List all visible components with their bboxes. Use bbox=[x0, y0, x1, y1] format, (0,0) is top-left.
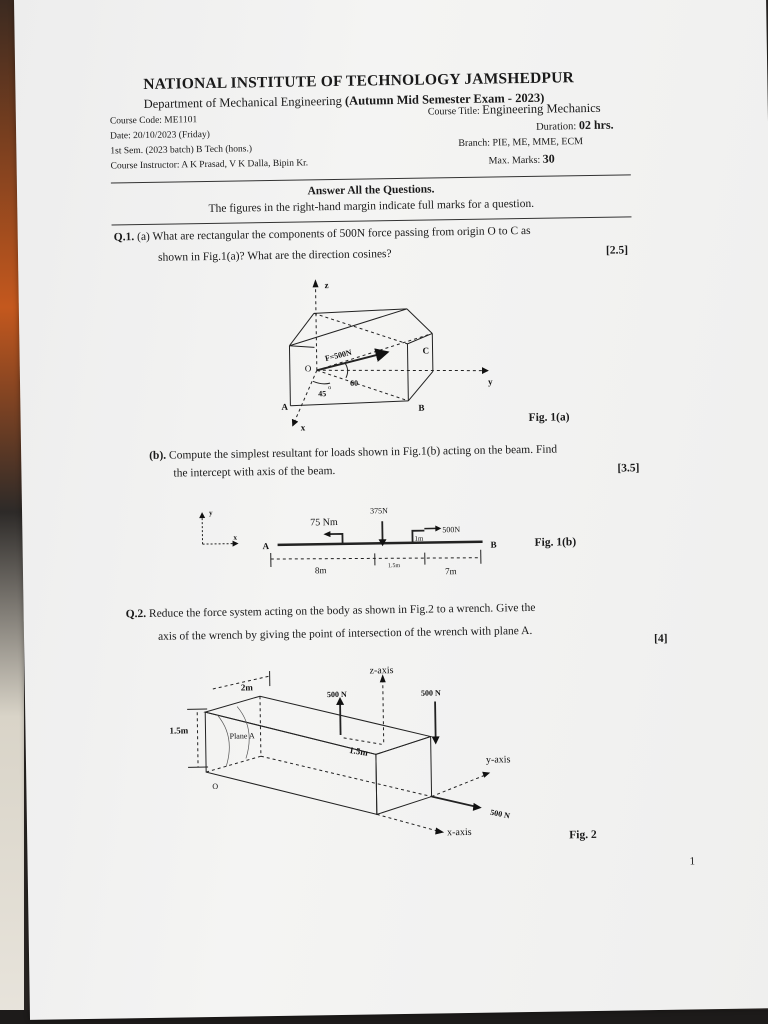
fig1b-d3: 7m bbox=[444, 566, 457, 577]
fig2-z-axis: z-axis bbox=[369, 665, 394, 677]
fig1b-load2: 500N bbox=[442, 525, 461, 535]
q1b-text-line2: the intercept with axis of the beam. bbox=[173, 465, 336, 480]
duration-row bbox=[536, 118, 614, 134]
instructions-title: Answer All the Questions. bbox=[307, 183, 435, 198]
block-right-face bbox=[376, 737, 432, 815]
box-edge bbox=[407, 344, 408, 401]
duration-label: Duration: bbox=[535, 121, 577, 133]
fig-2-caption: Fig. 2 bbox=[569, 828, 597, 842]
label-A: A bbox=[281, 401, 289, 412]
angle-45-arc bbox=[313, 381, 330, 384]
box-edge bbox=[290, 401, 408, 406]
angle-60-arc bbox=[345, 363, 348, 378]
label-force: F=500N bbox=[324, 347, 353, 364]
hidden-edge bbox=[206, 756, 261, 772]
figure-1a bbox=[268, 272, 520, 436]
fig2-force-3: 500 N bbox=[489, 807, 511, 821]
q2-text-line2: axis of the wrench by giving the point of intersection of the wrench with plane A. bbox=[157, 624, 533, 643]
fig1b-moment: 75 Nm bbox=[310, 516, 338, 529]
fig2-origin: O bbox=[212, 781, 219, 791]
exam-name: (Autumn Mid Semester Exam - 2023) bbox=[344, 90, 545, 108]
semester: 1st Sem. (2023 batch) B Tech (hons.) bbox=[110, 144, 253, 157]
fig1b-label-A: A bbox=[262, 541, 270, 552]
label-O: O bbox=[304, 363, 312, 374]
exam-paper bbox=[14, 0, 768, 1020]
max-marks-value: 30 bbox=[542, 151, 555, 166]
y-axis-line bbox=[431, 775, 486, 797]
max-marks-row bbox=[488, 152, 554, 168]
max-marks-label: Max. Marks: bbox=[488, 154, 541, 167]
fig2-force-2: 500 N bbox=[420, 688, 441, 698]
force-3-arrow bbox=[432, 796, 477, 808]
force-1-arrow bbox=[340, 703, 341, 735]
figure-2 bbox=[145, 662, 528, 848]
branch: Branch: PIE, ME, MME, ECM bbox=[458, 136, 584, 150]
q1b-marks: [3.5] bbox=[617, 462, 640, 475]
z-axis-line bbox=[316, 285, 317, 370]
course-instructor: Course Instructor: A K Prasad, V K Dalla, Bipin Kr. bbox=[110, 158, 309, 172]
fig2-y-axis: y-axis bbox=[485, 754, 511, 766]
course-title: Engineering Mechanics bbox=[482, 100, 601, 117]
q2-line1 bbox=[126, 602, 536, 620]
dim-1-5m bbox=[197, 712, 198, 767]
force-3-head bbox=[473, 803, 482, 811]
axis-x-arrow bbox=[203, 544, 235, 545]
fig2-offset: 1.5m bbox=[348, 744, 369, 758]
x-axis-line bbox=[377, 813, 439, 832]
moment-arrow-head bbox=[323, 531, 330, 537]
fig2-width: 2m bbox=[240, 682, 253, 693]
q1-line1 bbox=[114, 225, 531, 244]
fig2-plane-a: Plane A bbox=[229, 731, 255, 741]
label-60: 60 bbox=[349, 378, 359, 388]
duration-value: 02 hrs. bbox=[578, 117, 614, 133]
dim-line bbox=[271, 556, 481, 561]
box-edge bbox=[289, 346, 290, 406]
course-code: Course Code: ME1101 bbox=[109, 115, 198, 127]
box-edge bbox=[407, 308, 432, 333]
x-arrow-head bbox=[435, 827, 444, 834]
instructions-divider bbox=[112, 216, 632, 225]
box-edge bbox=[289, 313, 314, 345]
y-arrow-head bbox=[482, 772, 490, 778]
fig-1b-caption: Fig. 1(b) bbox=[534, 536, 577, 549]
department-name: Department of Mechanical Engineering bbox=[143, 93, 342, 111]
q2-text-line1: Reduce the force system acting on the body as shown in Fig.2 to a wrench. Give the bbox=[148, 601, 536, 620]
instructions-note: The figures in the right-hand margin indicate full marks for a question. bbox=[208, 197, 535, 215]
dim-offset bbox=[344, 737, 382, 745]
z-arrow-head bbox=[312, 279, 318, 287]
label-z: z bbox=[324, 280, 329, 291]
label-45: 45 bbox=[318, 389, 327, 399]
fig1b-label-y: y bbox=[209, 508, 213, 517]
y-axis-line bbox=[317, 368, 488, 374]
box-edge bbox=[289, 309, 408, 346]
q1b-text-line1: Compute the simplest resultant for loads shown in Fig.1(b) acting on the beam. Find bbox=[168, 443, 558, 462]
fig2-force-1: 500 N bbox=[326, 689, 347, 700]
fig1b-arm: 1m bbox=[414, 534, 424, 543]
beam bbox=[278, 542, 483, 545]
course-title-label: Course Title: bbox=[427, 105, 480, 118]
q1a-text-line2: shown in Fig.1(a)? What are the direction cosines? bbox=[157, 248, 392, 264]
fig1b-d1: 8m bbox=[314, 565, 327, 576]
z-axis-line bbox=[383, 680, 384, 742]
q2-marks: [4] bbox=[654, 632, 668, 646]
x-axis-line bbox=[292, 370, 318, 425]
box-edge bbox=[289, 345, 314, 347]
force-2-arrow bbox=[435, 701, 436, 738]
q2-number: Q.2. bbox=[125, 608, 147, 621]
institute-title: NATIONAL INSTITUTE OF TECHNOLOGY JAMSHEDPUR bbox=[143, 69, 575, 93]
figure-1b bbox=[192, 497, 513, 587]
fig1b-label-B: B bbox=[490, 539, 497, 550]
label-B: B bbox=[418, 402, 425, 413]
box-edge bbox=[408, 371, 433, 400]
box-edge bbox=[407, 333, 432, 343]
q1a-marks: [2.5] bbox=[605, 244, 629, 257]
label-y: y bbox=[487, 376, 493, 387]
label-degree: o bbox=[328, 385, 332, 392]
q1-number: Q.1. bbox=[113, 231, 135, 244]
label-x: x bbox=[300, 422, 306, 433]
fig2-height: 1.5m bbox=[169, 725, 189, 736]
y-arrow-head bbox=[199, 512, 205, 518]
fig1b-d2: 1.5m bbox=[387, 563, 401, 570]
fig-1a-caption: Fig. 1(a) bbox=[528, 411, 570, 424]
force-2-head bbox=[432, 736, 440, 744]
fig2-x-axis: x-axis bbox=[447, 826, 472, 839]
plane-a-edge bbox=[260, 696, 261, 756]
course-title-row bbox=[428, 101, 601, 119]
q1b-line1 bbox=[149, 444, 557, 462]
q1a-text-line1: (a) What are rectangular the components of 500N force passing from origin O to C as bbox=[136, 224, 531, 244]
exam-date: Date: 20/10/2023 (Friday) bbox=[110, 129, 210, 142]
page-number: 1 bbox=[689, 855, 696, 868]
box-edge bbox=[432, 333, 433, 371]
fig1b-label-x: x bbox=[233, 533, 238, 542]
hidden-edge bbox=[314, 312, 407, 345]
q1b-prefix: (b). bbox=[149, 449, 167, 462]
box-edge bbox=[314, 309, 407, 313]
label-C: C bbox=[422, 345, 430, 356]
fig1b-load1: 375N bbox=[369, 506, 388, 516]
load-500-arrow-head bbox=[435, 525, 441, 531]
